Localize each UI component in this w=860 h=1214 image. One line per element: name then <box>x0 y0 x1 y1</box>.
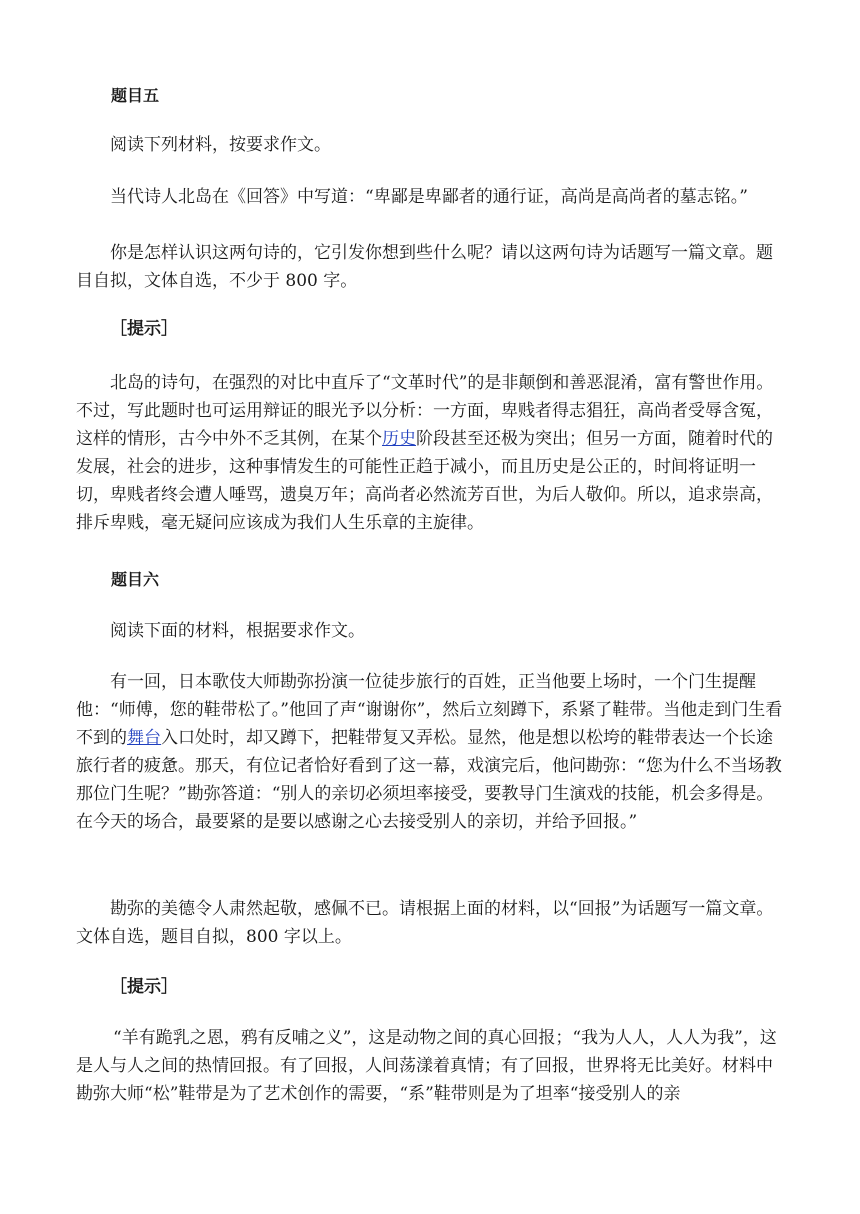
section5-tip-text-2: 阶段甚至还极为突出；但另一方面，随着时代的发展，社会的进步，这种事情发生的可能性正趋于减小，而且历史是公正的，时间将证明一切，卑贱者终会遭人唾骂，遗臭万年；高尚者必然流芳百世，为后人敬仰。所以，追求崇高，排斥卑贱，毫无疑问应该成为我们人生乐章的主旋律。 <box>76 429 773 533</box>
history-link[interactable]: 历史 <box>382 429 416 449</box>
section5-title: 题目五 <box>111 86 160 105</box>
stage-link[interactable]: 舞台 <box>127 728 161 748</box>
section6-prompt: 勘弥的美德令人肃然起敬，感佩不已。请根据上面的材料，以“回报”为话题写一篇文章。文体自选，题目自拟，800 字以上。 <box>76 899 774 947</box>
section6-story <box>76 668 784 836</box>
section5-tip-label: ［提示］ <box>110 319 178 339</box>
section5-tip-text-1: 北岛的诗句，在强烈的对比中直斥了“文革时代”的是非颠倒和善恶混淆，富有警世作用。不过，写此题时也可运用辩证的眼光予以分析：一方面，卑贱者得志猖狂，高尚者受辱含冤，这样的情形，古今中外不乏其例，在某个 <box>76 373 774 449</box>
section6-story-text-1: 有一回，日本歌伎大师勘弥扮演一位徒步旅行的百姓，正当他要上场时，一个门生提醒他：“师傅，您的鞋带松了。”他回了声“谢谢你”，然后立刻蹲下，系紧了鞋带。当他走到门生看不到的 <box>76 672 783 748</box>
section6-tip-paragraph: “羊有跪乳之恩，鸦有反哺之义”，这是动物之间的真心回报；“我为人人，人人为我”，这是人与人之间的热情回报。有了回报，人间荡漾着真情；有了回报，世界将无比美好。材料中勘弥大师“松”鞋带是为了艺术创作的需要，“系”鞋带则是为了坦率“接受别人的亲 <box>76 1028 777 1104</box>
section5-quote: 当代诗人北岛在《回答》中写道：“卑鄙是卑鄙者的通行证，高尚是高尚者的墓志铭。” <box>110 187 748 207</box>
section5-instruction: 阅读下列材料，按要求作文。 <box>110 135 331 155</box>
section5-tip-paragraph <box>76 369 784 537</box>
section6-title: 题目六 <box>111 570 160 589</box>
section6-story-text-2: 入口处时，却又蹲下，把鞋带复又弄松。显然，他是想以松垮的鞋带表达一个长途旅行者的疲惫。那天，有位记者恰好看到了这一幕，戏演完后，他问勘弥：“您为什么不当场教那位门生呢？”勘弥答道：“别人的亲切必须坦率接受，要教导门生演戏的技能，机会多得是。在今天的场合，最要紧的是要以感谢之心去接受别人的亲切，并给予回报。” <box>76 728 782 832</box>
section5-prompt: 你是怎样认识这两句诗的，它引发你想到些什么呢？请以这两句诗为话题写一篇文章。题目自拟，文体自选，不少于 800 字。 <box>76 243 773 291</box>
section6-instruction: 阅读下面的材料，根据要求作文。 <box>110 621 365 641</box>
section6-tip-label: ［提示］ <box>110 977 178 997</box>
